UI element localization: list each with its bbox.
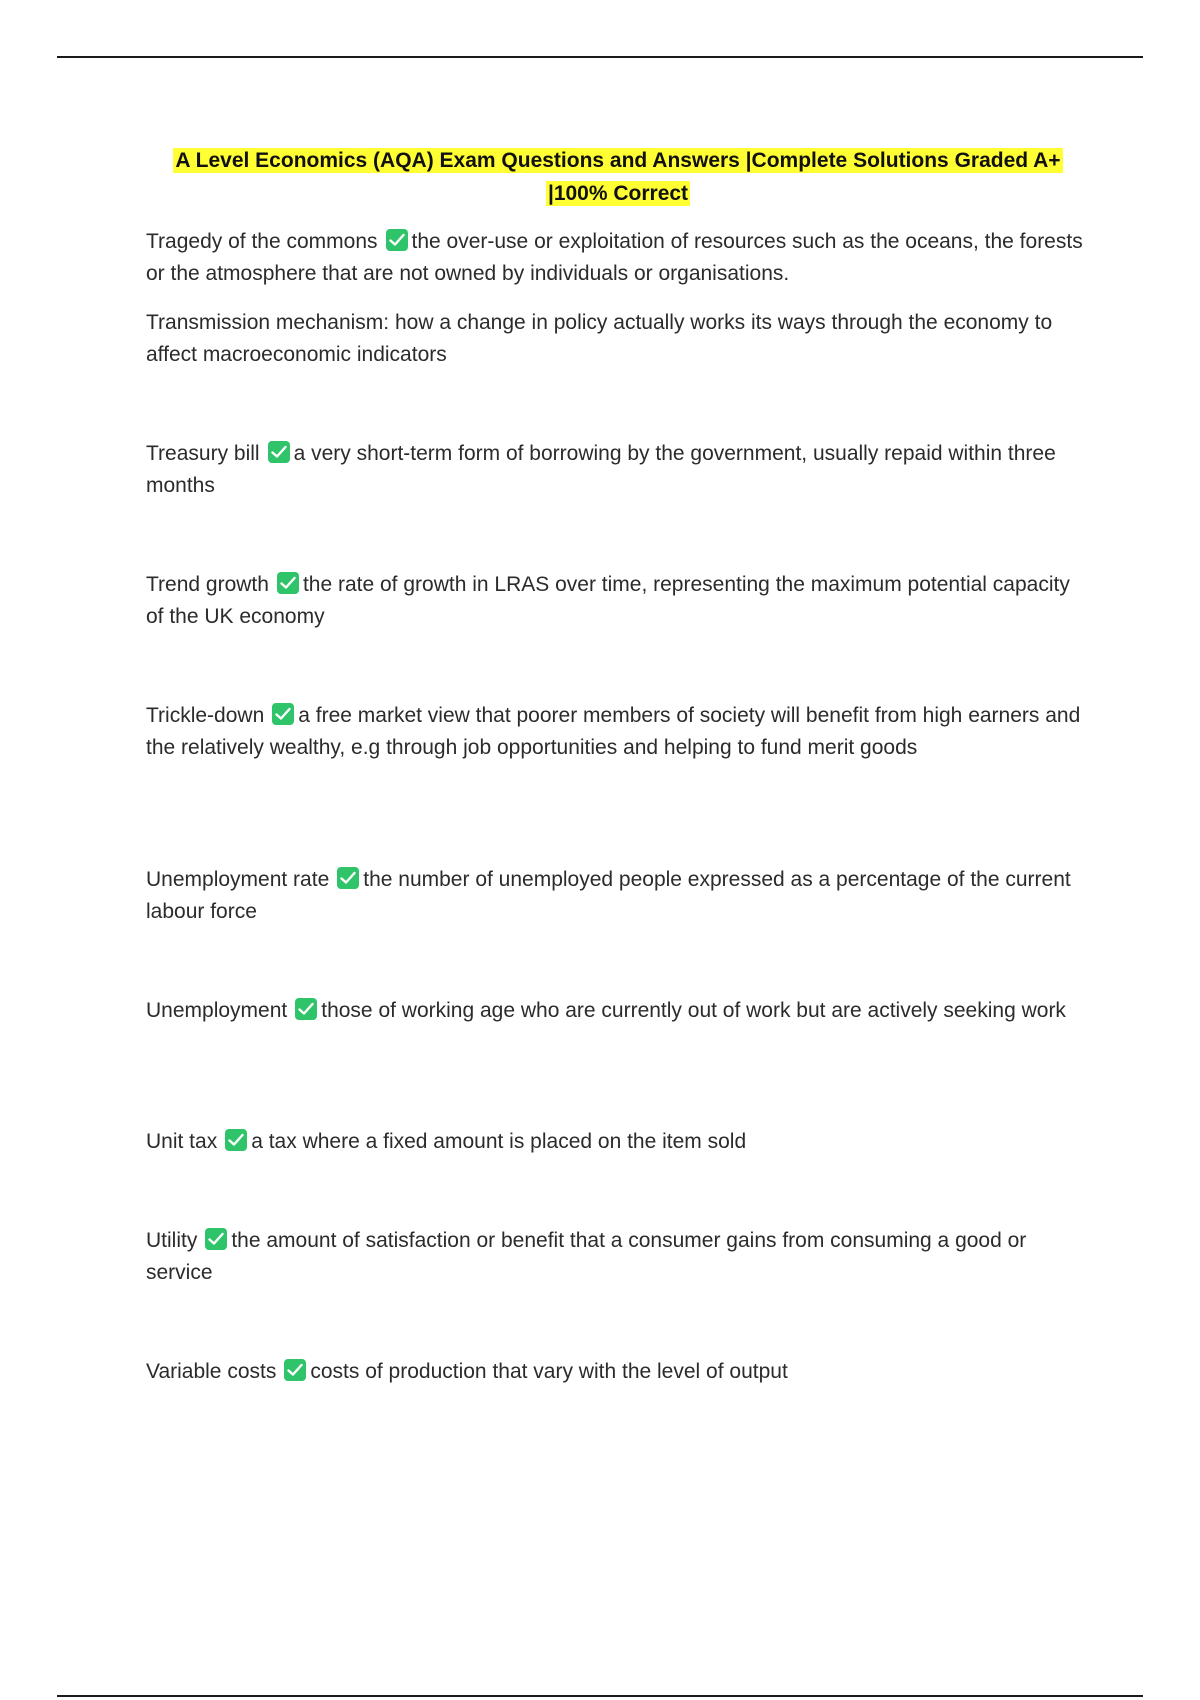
glossary-entry: [146, 1126, 1090, 1158]
glossary-entry: [146, 995, 1090, 1027]
entry-term: Trickle-down: [146, 704, 265, 727]
entry-definition: the number of unemployed people expressed as a percentage of the current labour force: [146, 868, 1071, 923]
entry-definition: a tax where a fixed amount is placed on the item sold: [251, 1130, 747, 1153]
entry-term: Unemployment rate: [146, 868, 330, 891]
entry-term: Trend growth: [146, 573, 269, 596]
entry-term: Transmission mechanism: how a change in policy actually works its ways through the economy to affect macroeconomic indicators: [146, 311, 1053, 366]
check-icon: [277, 572, 299, 594]
check-icon: [205, 1228, 227, 1250]
header-rule: [57, 56, 1143, 58]
entry-definition: a very short-term form of borrowing by the government, usually repaid within three months: [146, 442, 1056, 497]
entry-definition: the amount of satisfaction or benefit that a consumer gains from consuming a good or service: [146, 1229, 1027, 1284]
entry-term: Unemployment: [146, 999, 288, 1022]
entry-term: Utility: [146, 1229, 198, 1252]
glossary-entry: [146, 1356, 1090, 1388]
check-icon: [225, 1129, 247, 1151]
check-icon: [337, 867, 359, 889]
check-icon: [386, 229, 408, 251]
entry-definition: a free market view that poorer members of society will benefit from high earners and the relatively wealthy, e.g through job opportunities and helping to fund merit goods: [146, 704, 1081, 759]
glossary-entry: [146, 864, 1090, 928]
glossary-entry: [146, 1225, 1090, 1289]
entry-term: Tragedy of the commons: [146, 230, 378, 253]
document-title-text: A Level Economics (AQA) Exam Questions and Answers |Complete Solutions Graded A+ |100% Correct: [175, 149, 1061, 205]
entry-definition: the over-use or exploitation of resources such as the oceans, the forests or the atmosphere that are not owned by individuals or organisations.: [146, 230, 1083, 285]
glossary-entry: [146, 700, 1090, 764]
glossary-entry: [146, 438, 1090, 502]
check-icon: [272, 703, 294, 725]
check-icon: [268, 441, 290, 463]
check-icon: [284, 1359, 306, 1381]
entry-term: Unit tax: [146, 1130, 218, 1153]
entry-definition: the rate of growth in LRAS over time, representing the maximum potential capacity of the UK economy: [146, 573, 1070, 628]
glossary-entry: [146, 307, 1090, 371]
entry-term: Variable costs: [146, 1360, 277, 1383]
entry-definition: costs of production that vary with the level of output: [310, 1360, 788, 1383]
document-title: [146, 144, 1090, 210]
glossary-entry: [146, 226, 1090, 290]
entry-definition: those of working age who are currently out of work but are actively seeking work: [321, 999, 1066, 1022]
entry-term: Treasury bill: [146, 442, 260, 465]
glossary-entry: [146, 569, 1090, 633]
footer-rule: [57, 1695, 1143, 1697]
check-icon: [295, 998, 317, 1020]
